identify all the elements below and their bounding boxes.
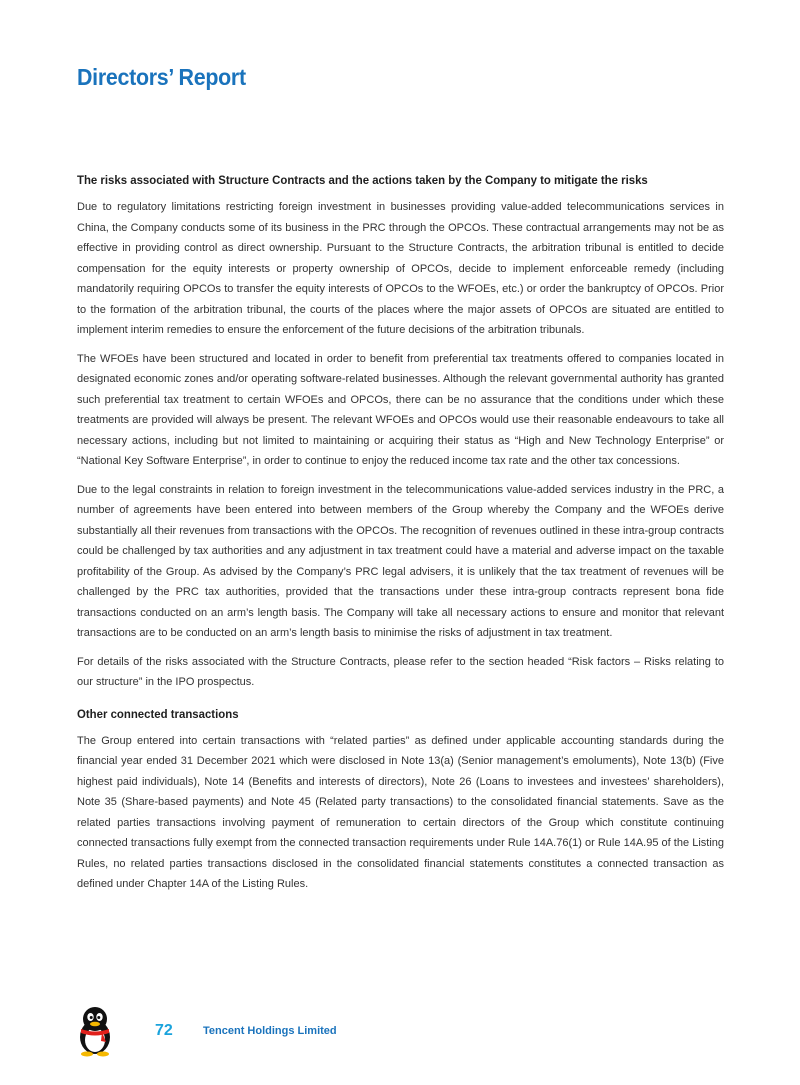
paragraph: The WFOEs have been structured and located in order to benefit from preferential tax treatments offered to companies located in designated economic zones and/or operating software-related businesses. Although the relevant governmental authority has granted such preferential tax treatment to certain WFOEs and OPCOs, there can be no assurance that the conditions under which these treatments are provided will always be present. The relevant WFOEs and OPCOs would use their reasonable endeavours to take all necessary actions, including but not limited to maintaining or acquiring their status as “High and New Technology Enterprise” or “National Key Software Enterprise”, in order to continue to enjoy the reduced income tax rate and the other tax concessions. [77,352,724,467]
report-body [77,171,724,903]
company-name: Tencent Holdings Limited [203,1025,337,1037]
paragraph: Due to regulatory limitations restricting foreign investment in businesses providing value-added telecommunications services in China, the Company conducts some of its business in the PRC through the OPCOs. These contractual arrangements may not be as effective in providing control as direct ownership. Pursuant to the Structure Contracts, the arbitration tribunal is entitled to decide compensation for the equity interests or property ownership of OPCOs, decide to implement enforceable remedy (including mandatorily requiring OPCOs to transfer the equity interests of OPCOs to the WFOEs, etc.) or order the bankruptcy of OPCOs. Prior to the formation of the arbitration tribunal, the courts of the places where the major assets of OPCOs are situated are entitled to implement interim remedies to ensure the enforcement of the future decisions of the arbitration tribunals. [77,201,724,336]
paragraph: Due to the legal constraints in relation to foreign investment in the telecommunications value-added services industry in the PRC, a number of agreements have been entered into between members of the Group whereby the Company and the WFOEs derive substantially all their revenues from transactions with the OPCOs. The recognition of revenues outlined in these intra-group contracts could be challenged by tax authorities and any adjustment in tax treatment could have a material and adverse impact on the taxable profitability of the Group. As advised by the Company’s PRC legal advisers, it is unlikely that the tax treatment of revenues will be challenged by the PRC tax authorities, provided that the transactions under these intra-group contracts represent bona fide transactions conducted on an arm’s length basis. The Company will take all necessary actions to ensure and monitor that relevant transactions are to be conducted on an arm’s length basis to minimise the risks of adjustment in tax treatment. [77,483,724,639]
page-number: 72 [155,1022,173,1039]
section-heading-connected-transactions: Other connected transactions [77,706,239,721]
page-footer [0,1005,800,1065]
penguin-mascot-icon [75,1005,115,1057]
paragraph: For details of the risks associated with the Structure Contracts, please refer to the section headed “Risk factors – Risks relating to our structure” in the IPO prospectus. [77,655,724,688]
section-heading-risks: The risks associated with Structure Contracts and the actions taken by the Company to mitigate the risks [77,173,648,187]
page-title: Directors’ Report [77,64,246,90]
paragraph: The Group entered into certain transactions with “related parties” as defined under applicable accounting standards during the financial year ended 31 December 2021 which were disclosed in Note 13(a) (Senior management’s emoluments), Note 13(b) (Five highest paid individuals), Note 14 (Benefits and interests of directors), Note 26 (Loans to investees and investees’ shareholders), Note 35 (Share-based payments) and Note 45 (Related party transactions) to the consolidated financial statements. Save as the related parties transactions involving payment of remuneration to certain directors of the Group which constitute continuing connected transactions fully exempt from the connected transaction requirements under Rule 14A.76(1) or Rule 14A.95 of the Listing Rules, no related parties transactions disclosed in the consolidated financial statements constitutes a connected transaction as defined under Chapter 14A of the Listing Rules. [77,734,724,890]
